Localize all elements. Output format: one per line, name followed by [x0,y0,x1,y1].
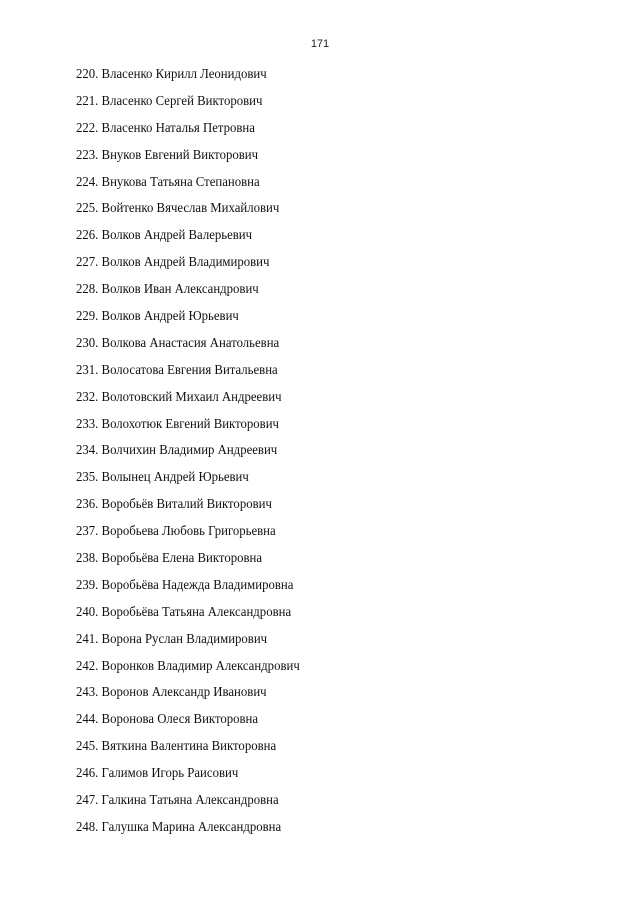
list-item: 229. Волков Андрей Юрьевич [76,308,239,324]
list-item: 240. Воробьёва Татьяна Александровна [76,603,292,619]
list-item: 236. Воробьёв Виталий Викторович [76,496,272,512]
list-item: 243. Воронов Александр Иванович [76,684,267,700]
list-item: 246. Галимов Игорь Раисович [76,765,239,781]
list-item: 233. Волохотюк Евгений Викторович [76,415,279,431]
list-item: 238. Воробьёва Елена Викторовна [76,550,263,566]
list-item: 241. Ворона Руслан Владимирович [76,630,268,646]
list-item: 226. Волков Андрей Валерьевич [76,227,253,243]
list-item: 237. Воробьева Любовь Григорьевна [76,523,276,539]
list-item: 234. Волчихин Владимир Андреевич [76,442,278,458]
list-item: 239. Воробьёва Надежда Владимировна [76,576,294,592]
name-list [76,64,314,844]
list-item: 231. Волосатова Евгения Витальевна [76,361,278,377]
list-item: 220. Власенко Кирилл Леонидович [76,66,267,81]
list-item: 222. Власенко Наталья Петровна [76,119,255,135]
list-item: 224. Внукова Татьяна Степановна [76,173,260,189]
list-item: 244. Воронова Олеся Викторовна [76,711,259,727]
list-item: 230. Волкова Анастасия Анатольевна [76,334,280,350]
list-item: 232. Волотовский Михаил Андреевич [76,388,282,404]
page-number: 171 [310,38,330,50]
list-item: 228. Волков Иван Александрович [76,281,259,297]
list-item: 248. Галушка Марина Александровна [76,818,282,834]
list-item: 235. Волынец Андрей Юрьевич [76,469,249,485]
list-item: 221. Власенко Сергей Викторович [76,92,263,108]
list-item: 242. Воронков Владимир Александрович [76,657,300,673]
list-item: 245. Вяткина Валентина Викторовна [76,738,277,754]
list-item: 225. Войтенко Вячеслав Михайлович [76,200,280,216]
list-item: 227. Волков Андрей Владимирович [76,254,270,270]
list-item: 223. Внуков Евгений Викторович [76,146,259,162]
list-item: 247. Галкина Татьяна Александровна [76,792,279,808]
